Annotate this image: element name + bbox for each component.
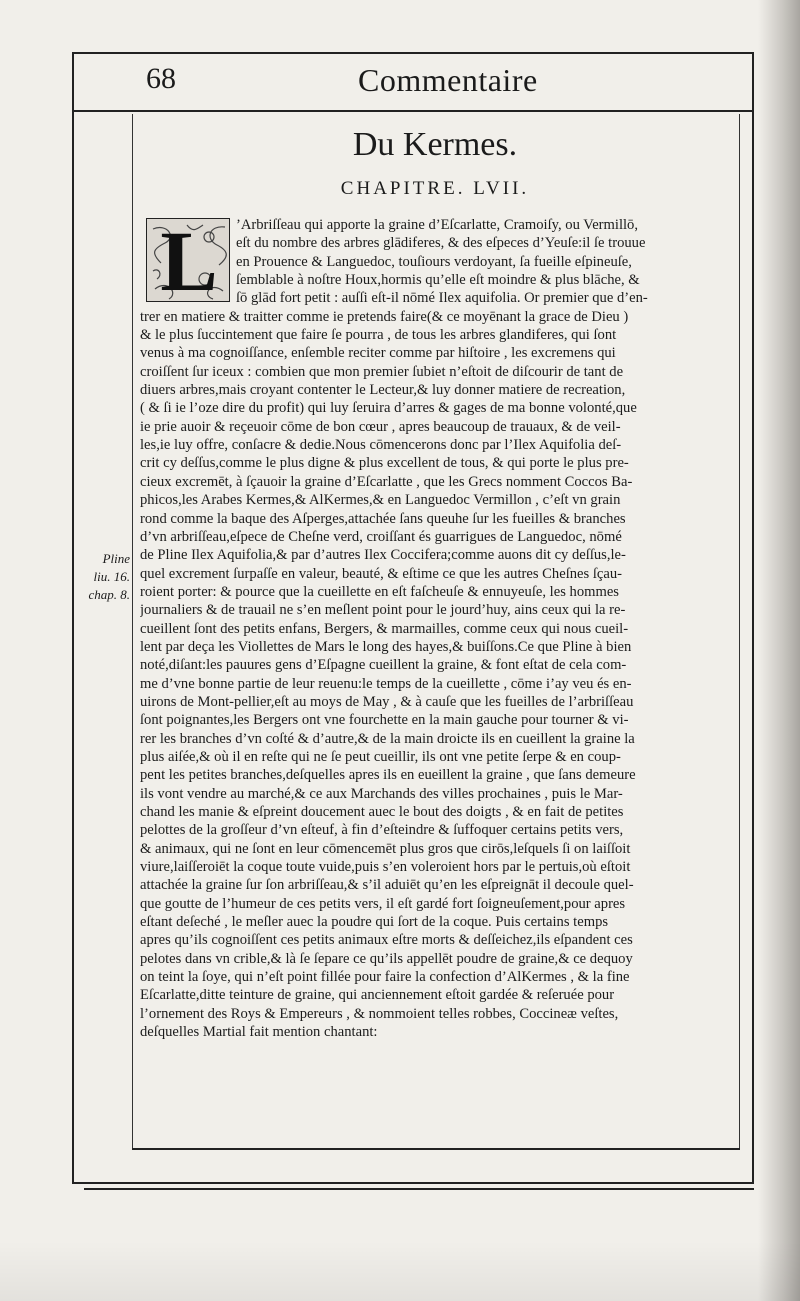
text-line: eſtant deſeché , le meſler auec la poudre qui ſort de la coque. Puis certains temps: [140, 914, 609, 931]
text-line: d’vn arbriſſeau,eſpece de Cheſne verd, croiſſant és guarrigues de Languedoc, nōmé: [140, 528, 622, 545]
text-line: chand les manie & eſpreint doucement auec le bout des doigts , & en fait de petites: [140, 804, 624, 820]
text-line: les,ie luy offre, conſacre & dedie.Nous cōmencerons donc par l’Ilex Aquifolia deſ-: [140, 437, 622, 454]
text-line: cueillent ſont des petits enfans, Bergers, & marmailles, comme ceux qui nous cueil-: [140, 620, 629, 637]
page-header: [76, 62, 746, 108]
text-line: ’Arbriſſeau qui apporte la graine d’Eſcarlatte, Cramoiſy, ou Vermillō,: [236, 217, 639, 233]
chapter-heading: CHAPITRE. LVII.: [340, 178, 530, 199]
text-line: Eſcarlatte,ditte teinture de graine, qui anciennement eſtoit gardée & reſeruée pour: [140, 987, 615, 1004]
text-line: phicos,les Arabes Kermes,& AlKermes,& en Languedoc Vermillon , c’eſt vn grain: [140, 492, 621, 509]
text-line: apres qu’ils cognoiſſent ces petits animaux eſtre morts & deſſeichez,ils eſpandent ces: [140, 932, 633, 949]
page-edge-shadow: [758, 0, 800, 1301]
text-line: on teint la ſoye, qui n’eſt point fillée pour faire la confection d’AlKermes , & la fine: [140, 969, 630, 986]
bottom-rule-outer: [84, 1188, 754, 1190]
bottom-rule: [72, 1182, 752, 1184]
text-line: uirons de Mont-pellier,eſt au moys de May , & à cauſe que les fueilles de l’arbriſſeau: [140, 693, 634, 710]
margin-note-line: Pline: [102, 551, 130, 566]
text-line: & le plus ſuccintement que faire ſe pourra , de tous les arbres glandiferes, qui ſont: [140, 327, 617, 344]
text-line: venus à ma cognoiſſance, enſemble reciter comme par hiſtoire , les excremens qui: [140, 345, 616, 362]
text-line: ( & ſi ie l’oze dire du profit) qui luy ſeruira d’arres & gages de ma bonne volonté,que: [140, 400, 637, 417]
text-line: roient porter: & pource que la cueillette en eſt faſcheuſe & ennuyeuſe, les hommes: [140, 583, 619, 600]
text-line: trer en matiere & traitter comme ie pretends faire(& ce moyēnant la grace de Dieu ): [140, 308, 629, 325]
top-rule: [72, 52, 752, 54]
text-line: ſō glād fort petit : auſſi eſt-il nōmé Ilex aquifolia. Or premier que d’en-: [236, 290, 648, 307]
page-number: 68: [146, 62, 176, 95]
text-line: en Prouence & Languedoc, touſiours verdoyant, ſa fueille eſpineuſe,: [236, 253, 632, 270]
margin-note: [84, 550, 130, 604]
text-line: ils vont vendre au marché,& ce aux Marchands des villes prochaines , puis le Mar-: [140, 785, 623, 802]
section-title: Du Kermes.: [352, 126, 518, 163]
text-line: cieux excremēt, à ſçauoir la graine d’Eſcarlatte , que les Grecs nomment Coccos Ba-: [140, 473, 633, 490]
text-line: ſemblable à noſtre Houx,hormis qu’elle eſt moindre & plus blāche, &: [236, 272, 640, 289]
margin-note-line: liu. 16.: [93, 569, 130, 584]
text-line: l’ornement des Roys & Empereurs , & nommoient telles robbes, Coccineæ veſtes,: [140, 1005, 619, 1022]
text-line: attachée la graine ſur ſon arbriſſeau,& s’il aduiēt qu’en les eſpreignāt il decoule quel-: [140, 877, 634, 894]
text-line: viure,laiſſeroiēt la coque toute vuide,puis s’en voleroient hors par le pertuis,où eſtoit: [140, 859, 631, 876]
text-line: & animaux, qui ne ſont en leur cōmencemēt plus gros que cirōs,leſquels ſi on laiſſoit: [140, 840, 631, 857]
margin-note-line: chap. 8.: [88, 587, 130, 602]
text-line: journaliers & de trauail ne s’en meſlent point pour le jourd’huy, ains ceux qui la re-: [140, 602, 626, 619]
text-line: pelottes de la groſſeur d’vn eſteuf, à fin d’eſteindre & ſuffoquer certains petits vers,: [140, 822, 624, 839]
text-line: pent les petites branches,deſquelles apres ils en eueillent la graine , que ſans demeure: [140, 767, 636, 784]
text-line: diuers arbres,mais croyant contenter le Lecteur,& luy donner matiere de recreation,: [140, 382, 626, 399]
text-line: de Pline Ilex Aquifolia,& par d’autres Ilex Coccifera;comme auons dit cy deſſus,le-: [140, 547, 626, 564]
text-line: rer les branches d’vn coſté & d’autre,& de la main droicte ils en cueillent la graine la: [140, 730, 635, 747]
text-line: ſont poignantes,les Bergers ont vne fourchette en la main gauche pour tourner & vi-: [140, 712, 629, 729]
text-line: crit cy deſſus,comme le plus digne & plus excellent de tous, & qui porte le plus pre-: [140, 455, 629, 472]
text-line: que goutte de l’humeur de ces petits vers, il eſt gardé fort ſoigneuſement,pour apres: [140, 895, 626, 912]
drop-cap-letter: L: [160, 218, 218, 302]
running-title: Commentaire: [358, 62, 538, 98]
text-line: croiſſent ſur iceux : combien que mon premier ſubiet n’eſtoit de diſcourir de tant de: [140, 363, 624, 380]
text-line: quel excrement ſurpaſſe en valeur, beauté, & eſtime ce que les autres Cheſnes ſçau-: [140, 565, 623, 582]
header-rule: [72, 110, 752, 112]
text-line: plus aiſée,& où il en reſte qui ne ſe peut cueillir, ils ont vne petite ſerpe & en coup-: [140, 748, 621, 765]
text-line: noté,diſant:les pauures gens d’Eſpagne cueillent la graine, & font eſtat de cela com-: [140, 657, 627, 674]
text-line: me d’vne bonne partie de leur reuenu:le temps de la cueillette , cōme i’ay veu és en-: [140, 675, 632, 692]
body-text: [140, 216, 732, 1041]
text-line: lent par deça les Viollettes de Mars le long des hayes,& buiſſons.Ce que Pline à bien: [140, 638, 632, 655]
inner-bottom-rule: [132, 1148, 740, 1150]
text-line: deſquelles Martial fait mention chantant:: [140, 1024, 378, 1041]
text-line: ie prie auoir & reçeuoir cōme de bon cœur , apres beaucoup de trauaux, & de veil-: [140, 418, 621, 435]
text-line: rond comme la baque des Aſperges,attachée ſans queuhe ſur les fueilles & branches: [140, 510, 626, 527]
text-line: pelotes dans vn crible,& là ſe ſepare ce qu’ils appellēt poudre de graine,& ce dequoy: [140, 950, 633, 967]
page-bottom-shadow: [0, 1241, 800, 1301]
text-line: eſt du nombre des arbres glādiferes, & des eſpeces d’Yeuſe:il ſe trouue: [236, 235, 646, 252]
